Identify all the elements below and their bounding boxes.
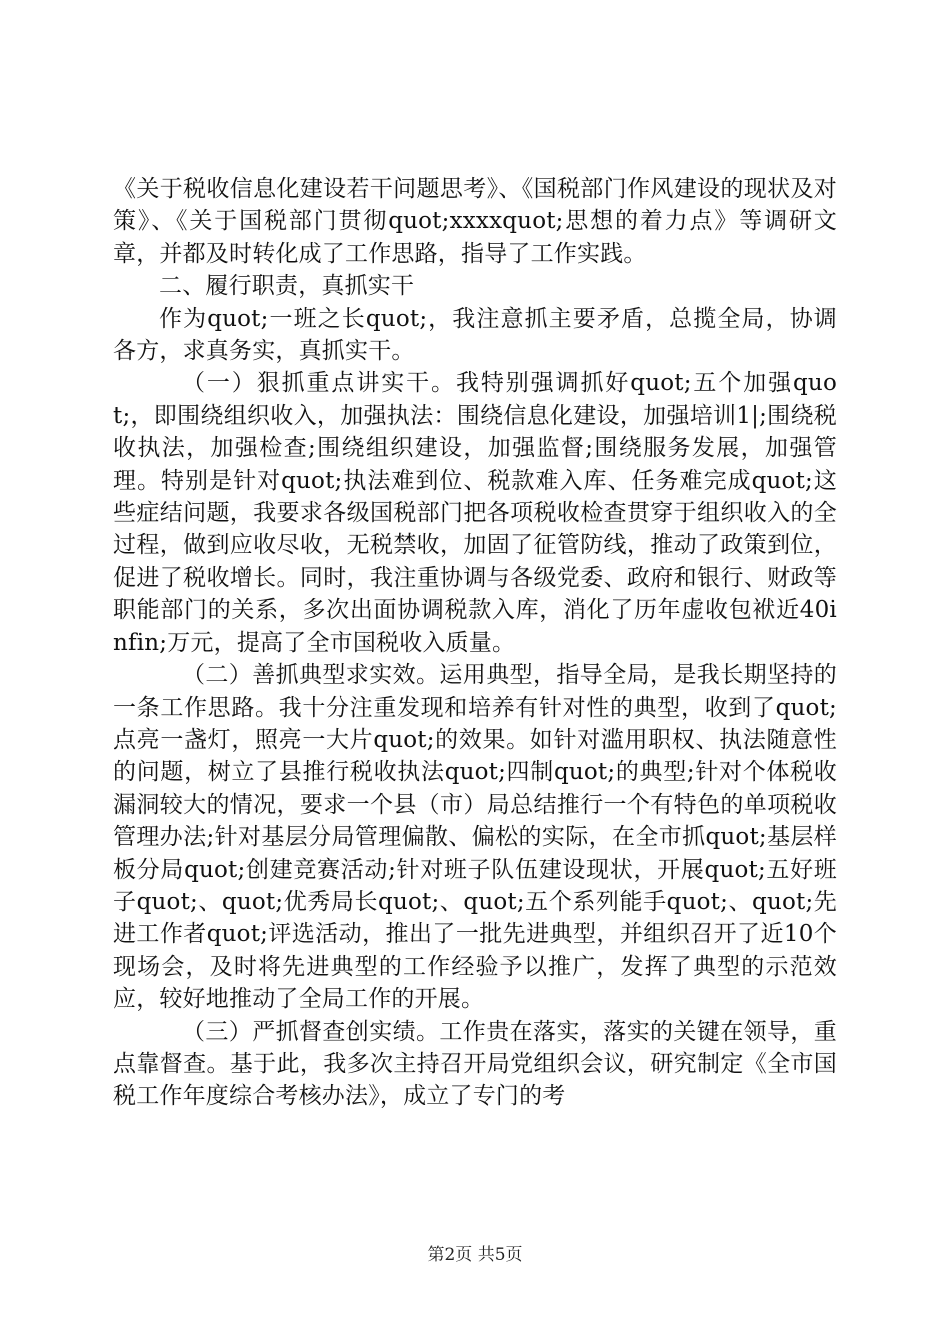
document-body [113,173,837,1113]
section-heading-duties: 二、履行职责，真抓实干 [159,273,415,300]
paragraph-team-leader: 作为quot;一班之长quot;，我注意抓主要矛盾，总揽全局，协调各方，求真务实，真抓实干。 [113,305,837,365]
page-number-footer: 第2页 共5页 [427,1245,523,1265]
paragraph-key-points: （一）狠抓重点讲实干。我特别强调抓好quot;五个加强quot;，即围绕组织收入，加强执法：围绕信息化建设，加强培训1|;围绕税收执法，加强检查;围绕组织建设，加强监督;围绕服务发展，加强管理。特别是针对quot;执法难到位、税款难入库、任务难完成quot;这些症结问题，我要求各级国税部门把各项税收检查贯穿于组织收入的全过程，做到应收尽收，无税禁收，加固了征管防线，推动了政策到位，促进了税收增长。同时，我注重协调与各级党委、政府和银行、财政等职能部门的关系，多次出面协调税款入库，消化了历年虚收包袱近40infin;万元，提高了全市国税收入质量。 [113,370,837,656]
paragraph-typical-cases: （二）善抓典型求实效。运用典型，指导全局，是我长期坚持的一条工作思路。我十分注重发现和培养有针对性的典型，收到了quot;点亮一盏灯，照亮一大片quot;的效果。如针对滥用职权、执法随意性的问题，树立了县推行税收执法quot;四制quot;的典型;针对个体税收漏洞较大的情况，要求一个县（市）局总结推行一个有特色的单项税收管理办法;针对基层分局管理偏散、偏松的实际，在全市抓quot;基层样板分局quot;创建竞赛活动;针对班子队伍建设现状，开展quot;五好班子quot;、quot;优秀局长quot;、quot;五个系列能手quot;、quot;先进工作者quot;评选活动，推出了一批先进典型，并组织召开了近10个现场会，及时将先进典型的工作经验予以推广，发挥了典型的示范效应，较好地推动了全局工作的开展。 [113,662,837,1013]
paragraph-research-articles: 《关于税收信息化建设若干问题思考》、《国税部门作风建设的现状及对策》、《关于国税部门贯彻quot;xxxxquot;思想的着力点》等调研文章，并都及时转化成了工作思路，指导了工作实践。 [113,176,837,267]
paragraph-supervision: （三）严抓督查创实绩。工作贵在落实，落实的关键在领导，重点靠督查。基于此，我多次主持召开局党组织会议，研究制定《全市国税工作年度综合考核办法》，成立了专门的考 [113,1018,837,1110]
